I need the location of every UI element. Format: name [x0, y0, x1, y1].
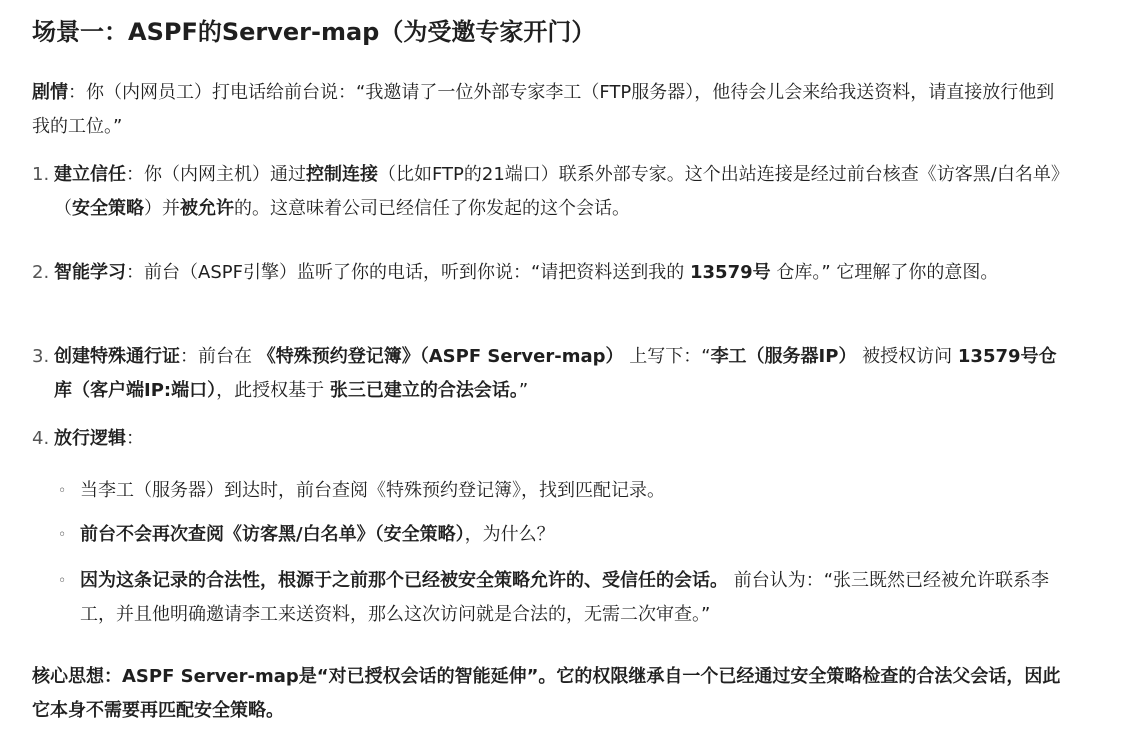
list-item-2: [32, 256, 1072, 290]
bullet-icon: ◦: [58, 483, 67, 499]
sub-list-item-3: [58, 564, 1058, 632]
text-run: ”: [518, 380, 529, 401]
story-sep: ：: [68, 82, 86, 103]
list-number: 4.: [32, 428, 50, 449]
sub-list-item-body: [58, 564, 1058, 632]
text-run: 被授权访问: [856, 346, 958, 367]
text-run: ：前台在: [180, 346, 258, 367]
text-run: 上写下：“: [623, 346, 711, 367]
bullet-icon: ◦: [58, 527, 67, 543]
bold-text-run: 13579号: [690, 262, 771, 283]
text-run: 前台认为：“张三既然已经被允许联系李工，并且他明确邀请李工来送资料，那么这次访问就是合法的，无需二次审查。”: [80, 570, 1050, 625]
story-paragraph: [32, 76, 1072, 144]
list-item-3: [32, 340, 1072, 408]
list-item-1: [32, 158, 1072, 226]
text-run: ，为什么？: [464, 524, 555, 545]
bold-text-run: 前台不会再次查阅《访客黑/白名单》（安全策略）: [80, 524, 465, 545]
page-title: 场景一：ASPF的Server-map（为受邀专家开门）: [32, 18, 596, 46]
bold-text-run: 因为这条记录的合法性，根源于之前那个已经被安全策略允许的、受信任的会话。: [80, 570, 728, 591]
sub-list-item-1: [58, 474, 1058, 508]
text-run: ：前台（ASPF引擎）监听了你的电话，听到你说：“请把资料送到我的: [126, 262, 690, 283]
bold-text-run: 创建特殊通行证: [54, 346, 180, 367]
text-run: 的。这意味着公司已经信任了你发起的这个会话。: [234, 198, 630, 219]
list-number: 2.: [32, 262, 50, 283]
bold-text-run: 被允许: [180, 198, 234, 219]
sub-list-item-body: [58, 474, 1058, 508]
bold-text-run: 安全策略: [72, 198, 144, 219]
list-number: 3.: [32, 346, 50, 367]
list-item-body: [32, 340, 1072, 408]
bold-text-run: 放行逻辑: [54, 428, 126, 449]
text-run: ：你（内网主机）通过: [126, 164, 306, 185]
text-run: ，此授权基于: [216, 380, 330, 401]
text-run: 仓库。” 它理解了你的意图。: [770, 262, 999, 283]
bold-text-run: 智能学习: [54, 262, 126, 283]
bold-text-run: 建立信任: [54, 164, 126, 185]
list-item-body: [32, 422, 1072, 456]
text-run: 当李工（服务器）到达时，前台查阅《特殊预约登记簿》，找到匹配记录。: [80, 480, 665, 501]
bold-text-run: 13579号仓库（客户端IP:端口）: [54, 346, 1057, 401]
bold-text-run: 《特殊预约登记簿》（ASPF Server-map）: [257, 346, 624, 367]
sub-list-item-body: [58, 518, 1058, 552]
bold-text-run: 李工（服务器IP）: [710, 346, 857, 367]
list-item-4: [32, 422, 1072, 456]
bullet-icon: ◦: [58, 573, 67, 589]
list-item-body: [32, 158, 1072, 226]
bold-text-run: 控制连接: [306, 164, 378, 185]
text-run: ：: [126, 428, 144, 449]
sub-list-item-2: [58, 518, 1058, 552]
story-label: 剧情: [32, 82, 68, 103]
list-number: 1.: [32, 164, 50, 185]
list-item-body: [32, 256, 1072, 290]
bold-text-run: 张三已建立的合法会话。: [329, 380, 519, 401]
story-text: 你（内网员工）打电话给前台说：“我邀请了一位外部专家李工（FTP服务器），他待会儿会来给我送资料，请直接放行他到我的工位。”: [32, 82, 1055, 137]
text-run: ）并: [144, 198, 180, 219]
text-run: （比如FTP的21端口）联系外部专家。这个出站连接是经过前台核查《访客黑/白名单》（: [54, 164, 1069, 219]
core-idea-paragraph: 核心思想：ASPF Server-map是“对已授权会话的智能延伸”。它的权限继承自一个已经通过安全策略检查的合法父会话，因此它本身不需要再匹配安全策略。: [32, 666, 1061, 721]
